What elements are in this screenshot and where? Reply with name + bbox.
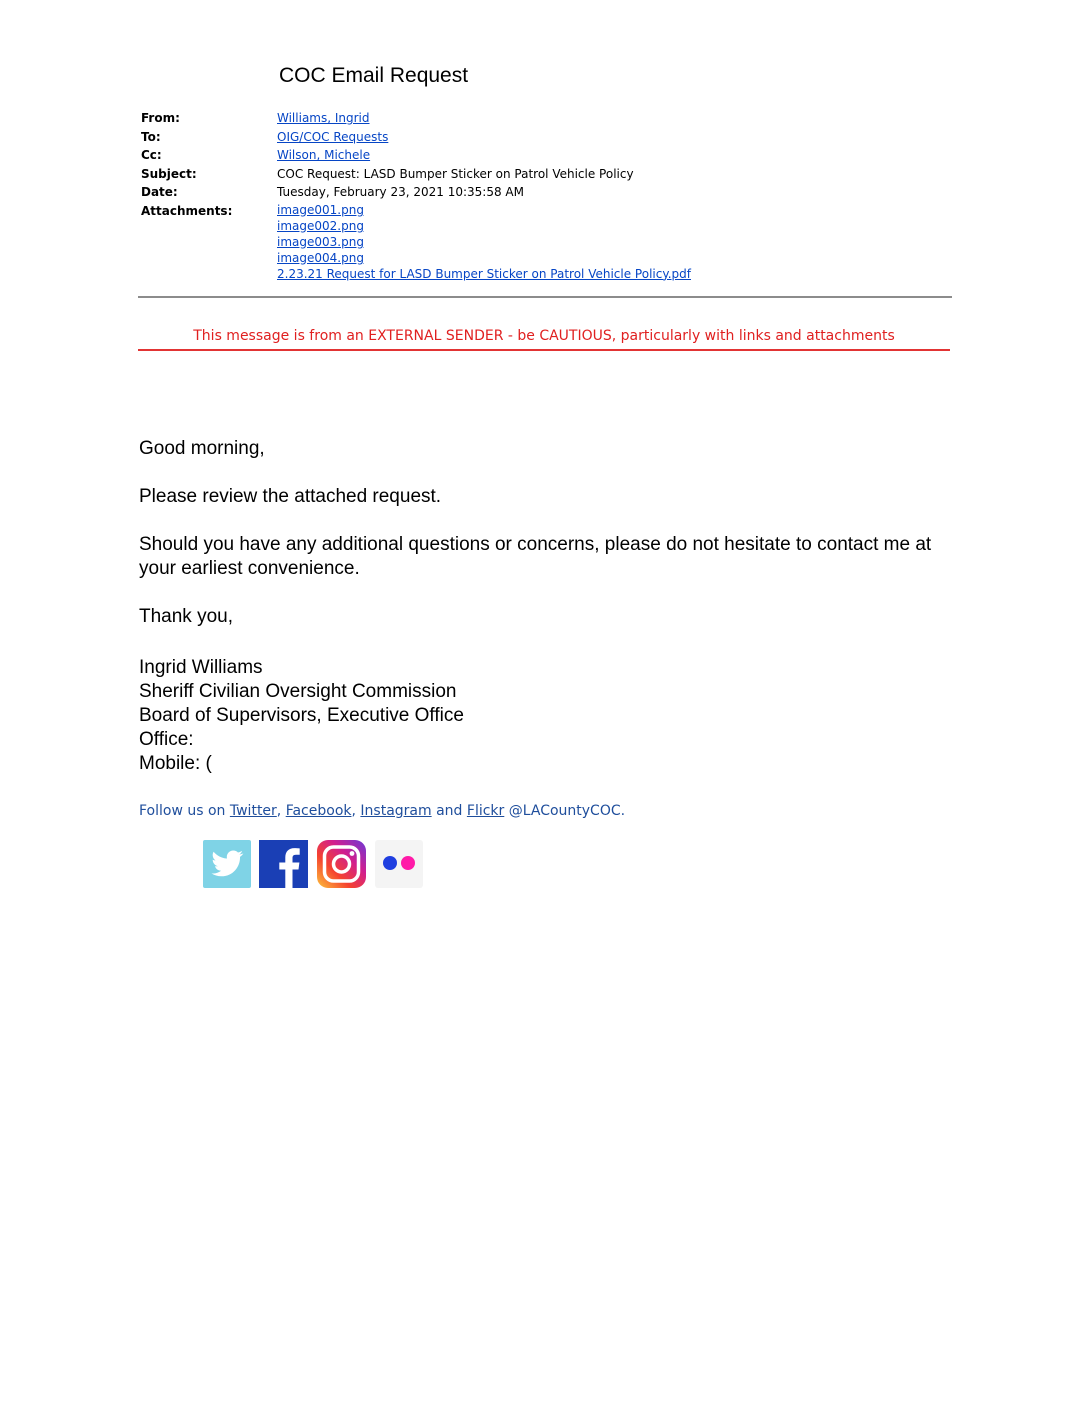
subject-row (141, 165, 961, 184)
date-row (141, 183, 961, 202)
signature-org: Sheriff Civilian Oversight Commission (139, 681, 457, 702)
subject-value: COC Request: LASD Bumper Sticker on Patrol Vehicle Policy (277, 166, 634, 181)
separator: , (276, 803, 286, 819)
to-row (141, 128, 961, 147)
cc-link[interactable]: Wilson, Michele (277, 148, 371, 162)
attachment-link[interactable]: image002.png (277, 218, 364, 233)
twitter-link[interactable]: Twitter (229, 803, 277, 819)
flickr-link[interactable]: Flickr (466, 803, 505, 819)
external-sender-warning: This message is from an EXTERNAL SENDER - be CAUTIOUS, particularly with links and attachments (193, 328, 895, 344)
signature-name: Ingrid Williams (139, 657, 263, 678)
email-body (139, 437, 939, 776)
flickr-icon[interactable] (375, 840, 423, 888)
from-label: From: (141, 111, 180, 125)
body-line-questions: Should you have any additional questions or concerns, please do not hesitate to contact me at your earliest convenience. (139, 534, 932, 579)
attachment-list (277, 202, 961, 282)
signature-dept: Board of Supervisors, Executive Office (139, 705, 464, 726)
instagram-link[interactable]: Instagram (360, 803, 432, 819)
conjunction: and (431, 803, 467, 819)
from-link[interactable]: Williams, Ingrid (277, 111, 370, 125)
social-handle: @LACountyCOC. (504, 803, 626, 819)
separator: , (351, 803, 361, 819)
attachment-link[interactable]: 2.23.21 Request for LASD Bumper Sticker on Patrol Vehicle Policy.pdf (277, 266, 691, 281)
signature-mobile: Mobile: ( (139, 753, 212, 774)
closing: Thank you, (139, 606, 233, 627)
facebook-link[interactable]: Facebook (285, 803, 352, 819)
header-divider (138, 296, 952, 298)
email-header (141, 109, 961, 282)
to-label: To: (141, 129, 161, 144)
subject-label: Subject: (141, 166, 197, 181)
attachment-link[interactable]: image001.png (277, 202, 364, 217)
attachment-link[interactable]: image003.png (277, 234, 364, 249)
cc-label: Cc: (141, 148, 162, 162)
to-link[interactable]: OIG/COC Requests (277, 129, 389, 144)
instagram-icon[interactable] (317, 840, 366, 888)
cc-row (141, 146, 961, 165)
attachments-row (141, 202, 961, 282)
from-row (141, 109, 961, 128)
signature-office: Office: (139, 729, 194, 750)
attachments-label: Attachments: (141, 203, 233, 218)
follow-prefix: Follow us on (139, 803, 230, 819)
follow-us-line (139, 800, 625, 822)
greeting: Good morning, (139, 438, 265, 459)
twitter-icon[interactable] (203, 840, 251, 888)
page-title: COC Email Request (279, 64, 469, 87)
body-line-review: Please review the attached request. (139, 486, 442, 507)
date-label: Date: (141, 185, 178, 199)
attachment-link[interactable]: image004.png (277, 250, 364, 265)
date-value: Tuesday, February 23, 2021 10:35:58 AM (277, 185, 524, 199)
warning-divider (138, 349, 950, 351)
facebook-icon[interactable] (259, 840, 308, 888)
